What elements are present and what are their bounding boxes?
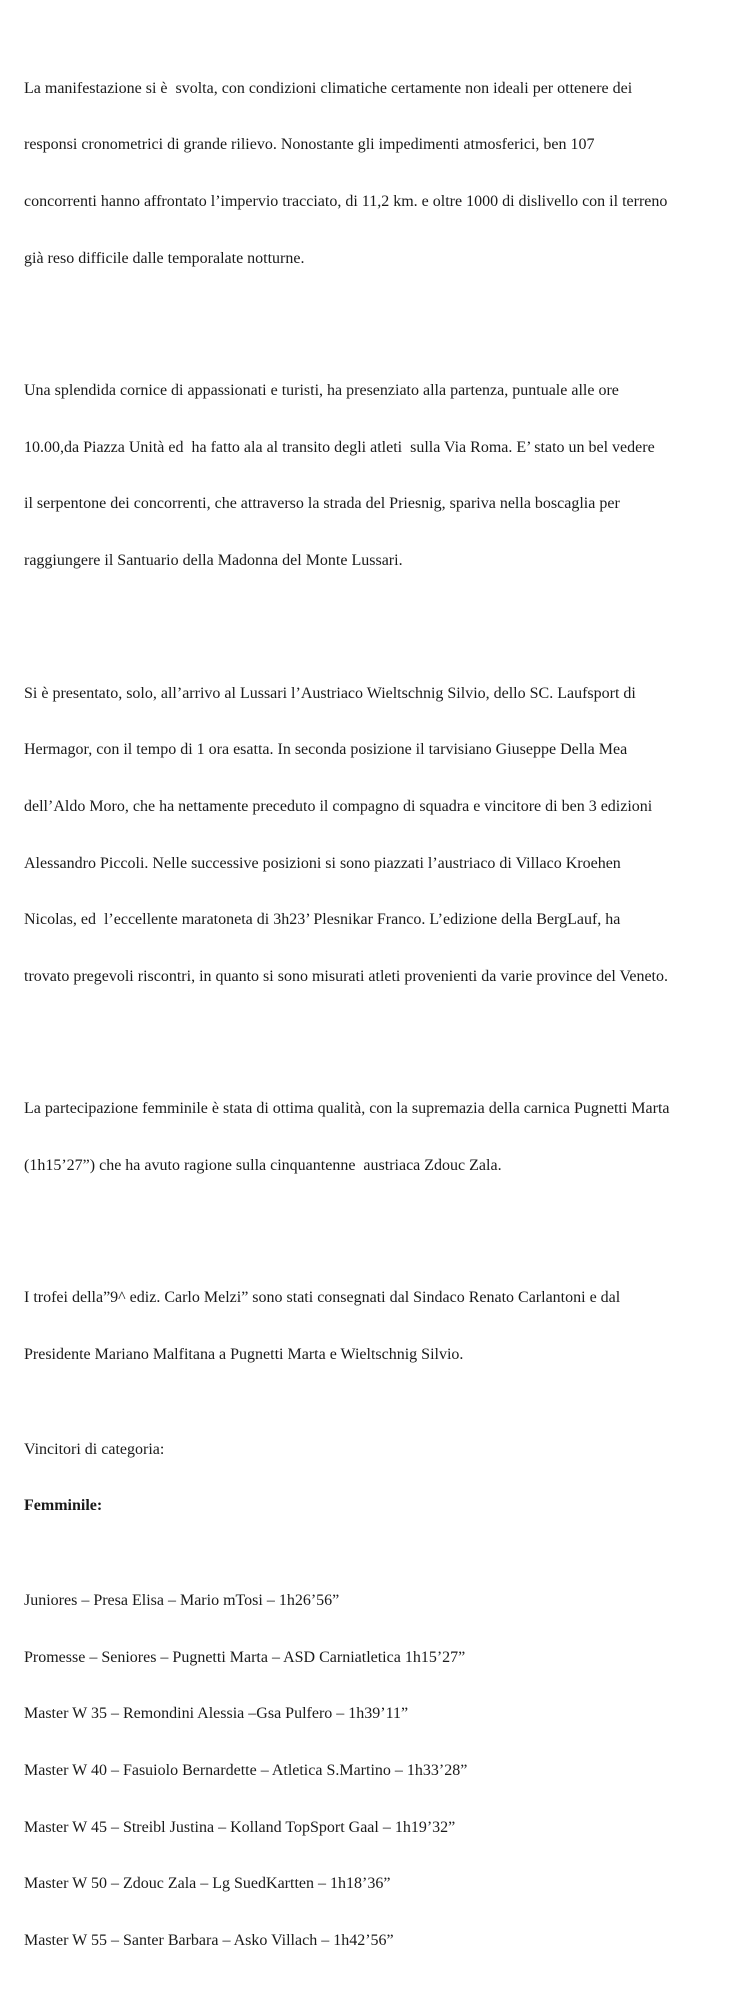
text-line: Nicolas, ed l’eccellente maratoneta di 3h23’ Plesnikar Franco. L’edizione della BergLauf, ha [24, 911, 621, 929]
paragraph-trophies [24, 1252, 754, 1403]
text-line: responsi cronometrici di grande rilievo. Nonostante gli impedimenti atmosferici, ben 107 [24, 136, 595, 154]
text-line: trovato pregevoli riscontri, in quanto si sono misurati atleti provenienti da varie province del Veneto. [24, 968, 668, 986]
text-line: Si è presentato, solo, all’arrivo al Lussari l’Austriaco Wieltschnig Silvio, dello SC. Laufsport di [24, 684, 636, 702]
results-list [24, 1554, 754, 1989]
text-line: il serpentone dei concorrenti, che attraverso la strada del Priesnig, spariva nella boscaglia per [24, 495, 620, 513]
text-line: Una splendida cornice di appassionati e turisti, ha presenziato alla partenza, puntuale alle ore [24, 382, 619, 400]
paragraph-start-crowd [24, 344, 754, 609]
winners-intro: Vincitori di categoria: [24, 1440, 165, 1458]
text-line: già reso difficile dalle temporalate notturne. [24, 249, 305, 267]
text-line: La partecipazione femminile è stata di ottima qualità, con la supremazia della carnica Pugnetti Marta [24, 1100, 670, 1118]
text-line: concorrenti hanno affrontato l’impervio tracciato, di 11,2 km. e oltre 1000 di dislivello con il terreno [24, 193, 668, 211]
result-item: Juniores – Presa Elisa – Mario mTosi – 1h26’56” [24, 1591, 340, 1609]
text-line: La manifestazione si è svolta, con condizioni climatiche certamente non ideali per ottenere dei [24, 79, 633, 97]
paragraph-race-conditions [24, 42, 754, 307]
text-line: Hermagor, con il tempo di 1 ora esatta. In seconda posizione il tarvisiano Giuseppe Della Mea [24, 741, 628, 759]
paragraph-women-results [24, 1063, 754, 1214]
text-line: raggiungere il Santuario della Madonna del Monte Lussari. [24, 552, 403, 570]
result-item: Master W 35 – Remondini Alessia –Gsa Pulfero – 1h39’11” [24, 1705, 409, 1723]
paragraph-men-results [24, 647, 754, 1025]
text-line: 10.00,da Piazza Unità ed ha fatto ala al transito degli atleti sulla Via Roma. E’ stato un bel vedere [24, 438, 655, 456]
result-item: Master W 50 – Zdouc Zala – Lg SuedKartten – 1h18’36” [24, 1875, 391, 1893]
section-heading-femminile: Femminile: [24, 1497, 103, 1515]
document-body [24, 4, 754, 2008]
result-item: Promesse – Seniores – Pugnetti Marta – ASD Carniatletica 1h15’27” [24, 1648, 466, 1666]
text-line: Presidente Mariano Malfitana a Pugnetti Marta e Wieltschnig Silvio. [24, 1346, 464, 1364]
text-line: Alessandro Piccoli. Nelle successive posizioni si sono piazzati l’austriaco di Villaco Kroehen [24, 854, 621, 872]
text-line: I trofei della”9^ ediz. Carlo Melzi” sono stati consegnati dal Sindaco Renato Carlantoni e dal [24, 1289, 621, 1307]
text-line: (1h15’27”) che ha avuto ragione sulla cinquantenne austriaca Zdouc Zala. [24, 1157, 502, 1175]
result-item: Master W 45 – Streibl Justina – Kolland TopSport Gaal – 1h19’32” [24, 1818, 456, 1836]
result-item: Master W 55 – Santer Barbara – Asko Villach – 1h42’56” [24, 1932, 394, 1950]
result-item: Master W 40 – Fasuiolo Bernardette – Atletica S.Martino – 1h33’28” [24, 1761, 468, 1779]
text-line: dell’Aldo Moro, che ha nettamente preceduto il compagno di squadra e vincitore di ben 3 edizioni [24, 797, 653, 815]
